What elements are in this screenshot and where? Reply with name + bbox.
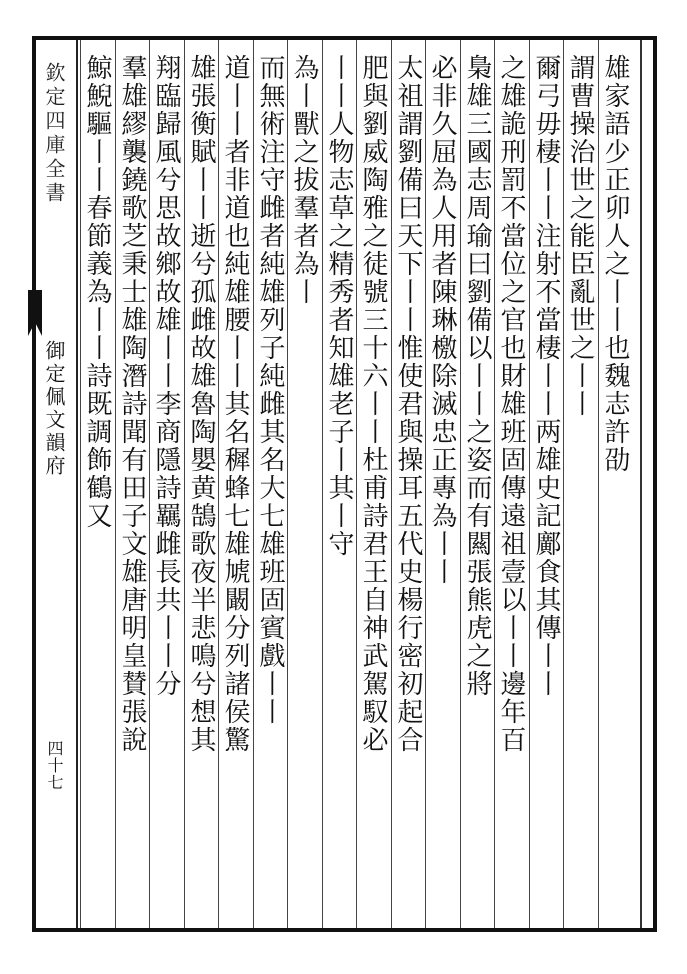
- frame-bottom-border: [32, 928, 657, 932]
- text-column: 太祖謂劉備曰天下丨丨惟使君與操耳五代史楊行密初起合: [393, 54, 423, 754]
- book-subtitle: 御定佩文韻府: [42, 340, 66, 478]
- text-column: 之雄詭刑罰不當位之官也財雄班固傳遠祖壹以丨丨邊年百: [496, 54, 526, 754]
- page-margin: [36, 40, 78, 928]
- text-column: 梟雄三國志周瑜曰劉備以丨丨之姿而有闗張熊虎之將: [462, 54, 492, 698]
- text-column: 為丨獸之拔羣者為丨: [289, 54, 319, 306]
- inner-right-rule: [640, 40, 642, 928]
- text-column: 羣雄繆襲鐃歌芝秉士雄陶潛詩聞有田子文雄唐明皇賛張說: [117, 54, 147, 754]
- text-column: 雄張衡賦丨丨逝兮孤雌故雄魯陶嬰黄鵠歌夜半悲鳴兮想其: [186, 54, 216, 754]
- text-column: 丨丨人物志草之精秀者知雄老子丨其丨守: [324, 54, 354, 558]
- text-column: 肥與劉威陶雅之徒號三十六丨丨杜甫詩君王自神武駕馭必: [358, 54, 388, 754]
- text-column: 鯨鯢驅丨丨春節義為丨丨詩既調飾鶴又: [82, 54, 112, 530]
- text-column: 而無術注守雌者純雄列子純雌其名大七雄班固賓戲丨丨: [255, 54, 285, 726]
- text-column: 謂曹操治世之能臣亂世之丨丨: [565, 54, 595, 418]
- text-column: 必非久屈為人用者陳琳檄除滅忠正專為丨丨: [427, 54, 457, 586]
- text-column: 翔臨歸風兮思故鄉故雄丨丨李商隱詩羈雌長共丨丨分: [151, 54, 181, 698]
- text-column: 爾弓毋棲丨丨注射不當棲丨丨两雄史記鄺食其傳丨丨: [531, 54, 561, 698]
- text-column: 雄家語少正卯人之丨丨也魏志許劭: [600, 54, 630, 474]
- text-column: 道丨丨者非道也純雄腰丨丨其名穉蜂七雄虓闞分列諸侯驚: [220, 54, 250, 754]
- frame-right-border: [653, 36, 657, 932]
- page-number: 四十七: [45, 740, 64, 791]
- book-title: 欽定四庫全書: [42, 62, 66, 206]
